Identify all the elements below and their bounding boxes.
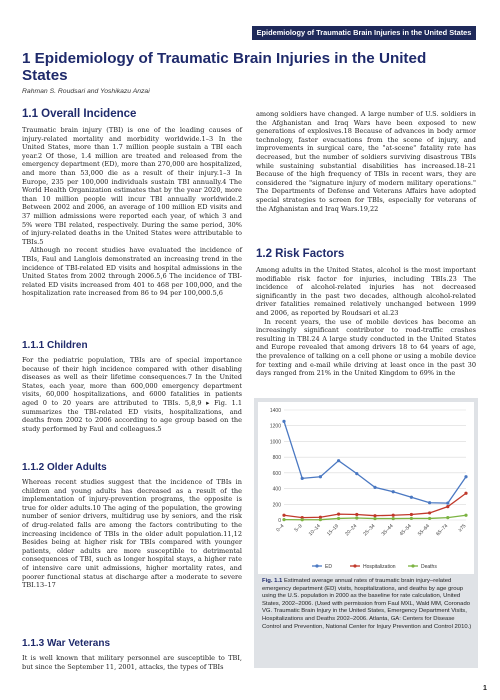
series-line-ed bbox=[284, 421, 466, 503]
y-tick-label: 400 bbox=[272, 486, 281, 493]
data-point bbox=[392, 514, 395, 517]
legend-label: ED bbox=[325, 564, 332, 570]
data-point bbox=[392, 490, 395, 493]
legend-marker bbox=[353, 564, 356, 567]
line-chart bbox=[258, 402, 474, 574]
data-point bbox=[373, 517, 376, 520]
x-tick-label: 5–9 bbox=[293, 523, 304, 534]
x-tick-label: 25–34 bbox=[362, 523, 377, 538]
data-point bbox=[319, 475, 322, 478]
caption-text: Estimated average annual rates of traumatic brain injury–related emergency department (ED) visits, hospitalizations, and deaths by age group using the U.S. population in 2000 as the baseline for rate calculation, United States, 2002–2006. (Used with permission from Faul MXL, Wald MM, Coronado VG. Traumatic Brain Injury in the United States, Emergency Department Visits, Hospitalizations and Deaths 2002–2006. Atlanta, GA: Centers for Disease Control and Prevention, National Center for Injury Prevention and Control 2010.) bbox=[262, 578, 472, 630]
risk-factors-text bbox=[256, 266, 476, 378]
x-tick-label: 35–44 bbox=[380, 523, 395, 538]
data-point bbox=[282, 514, 285, 517]
paragraph: Whereas recent studies suggest that the incidence of TBIs in children and young adults has decreased as a result of the implementation of injury-prevention programs, the opposite is true for older adults.10 The aging of the population, the growing number of senior drivers, multidrug use by seniors, and the risk of drug-related falls are among the factors contributing to the increasing incidence of TBIs in the older adult population.11,12 Besides being at higher risk for TBIs compared with younger patients, older adults are more susceptible to detrimental consequences of TBI, such as longer hospital stays, a higher rate of intensive care unit admissions, higher mortality rates, and poorer functional status at discharge after a moderate to severe TBI.13–17 bbox=[22, 478, 242, 590]
data-point bbox=[282, 518, 285, 521]
data-point bbox=[428, 517, 431, 520]
section-heading-older-adults: 1.1.2 Older Adults bbox=[22, 462, 107, 473]
x-tick-label: 10–14 bbox=[307, 523, 322, 538]
paragraph: In recent years, the use of mobile devices has become an increasingly significant contributor to road-traffic crashes resulting in TBI.24 A large study conducted in the United States and Europe revealed that among drivers 18 to 64 years of age, the prevalence of talking on a cell phone or using a mobile device for texting and e-mail while driving at least once in the past 30 days ranged from 21% in the United Kingdom to 69% in the bbox=[256, 317, 476, 378]
figure-1-1 bbox=[254, 398, 478, 668]
data-point bbox=[446, 505, 449, 508]
y-tick-label: 0 bbox=[278, 518, 281, 524]
data-point bbox=[337, 513, 340, 516]
x-tick-label: 20–24 bbox=[344, 523, 359, 538]
y-tick-label: 1000 bbox=[269, 439, 281, 446]
x-tick-label: 15–19 bbox=[325, 523, 341, 538]
data-point bbox=[446, 516, 449, 519]
data-point bbox=[392, 517, 395, 520]
data-point bbox=[410, 513, 413, 516]
legend-marker bbox=[411, 564, 414, 567]
data-point bbox=[373, 486, 376, 489]
data-point bbox=[301, 477, 304, 480]
data-point bbox=[355, 472, 358, 475]
overall-incidence-text bbox=[22, 126, 242, 298]
section-heading-war-veterans: 1.1.3 War Veterans bbox=[22, 638, 111, 649]
older-adults-text bbox=[22, 478, 242, 590]
data-point bbox=[464, 514, 467, 517]
y-tick-label: 1200 bbox=[269, 423, 281, 430]
section-heading-risk-factors: 1.2 Risk Factors bbox=[256, 248, 345, 260]
y-tick-label: 1400 bbox=[269, 408, 281, 414]
data-point bbox=[337, 517, 340, 520]
x-tick-label: 65–74 bbox=[435, 523, 450, 538]
paragraph: Among adults in the United States, alcohol is the most important modifiable risk factor for injuries, including TBIs.23 The incidence of alcohol-related injuries has not decreased significantly in the past two decades, although alcohol-related driver fatalities remained relatively unchanged between 1999 and 2006, as reported by Roudsari et al.23 bbox=[256, 266, 476, 317]
x-tick-label: ≥75 bbox=[457, 523, 468, 534]
y-tick-label: 600 bbox=[272, 470, 281, 477]
data-point bbox=[464, 492, 467, 495]
war-veterans-continued-text bbox=[256, 110, 476, 213]
running-head: Epidemiology of Traumatic Brain Injuries in the United States bbox=[252, 26, 476, 40]
paragraph: among soldiers have changed. A large number of U.S. soldiers in the Afghanistan and Iraq Wars have been exposed to new generations of explosives.18 Because of advances in body armor technology, faster evacuations from the scene of injury, and improvements in surgical care, the "at-scene" fatality rate has decreased, but the number of soldiers surviving disastrous TBIs while sustaining substantial disabilities has increased.18–21 Because of the high frequency of TBIs in recent wars, they are considered the "signature injury of modern military operations." The Departments of Defense and Veterans Affairs have adopted special strategies to screen for TBIs, especially for veterans of the Afghanistan and Iraq Wars.19,22 bbox=[256, 110, 476, 213]
x-tick-label: 55–64 bbox=[416, 523, 432, 538]
data-point bbox=[355, 516, 358, 519]
data-point bbox=[373, 514, 376, 517]
paragraph: Traumatic brain injury (TBI) is one of the leading causes of injury-related mortality and morbidity worldwide.1–3 In the United States, more than 1.7 million people sustain a TBI each year.2 Of those, 1.4 million are treated and released from the emergency department (ED), more than 270,000 are hospitalized, and more than 53,000 die as a result of their injury.1–3 In Europe, 235 per 100,000 individuals sustain TBI annually.4 The World Health Organization estimates that by the year 2020, more than 10 million people will incur TBI annually worldwide.2 Between 2002 and 2006, an average of 100 million ED visits and 37 million admissions were reported each year, of which 3 and 5% were TBI related, respectively. During the same period, 30% of injury-related deaths in the United States were attributable to TBIs.5 bbox=[22, 126, 242, 246]
data-point bbox=[446, 502, 449, 505]
paragraph: For the pediatric population, TBIs are of special importance because of their high incidence compared with other disabling diseases as well as their lifetime consequences.7 In the United States, each year, more than 600,000 emergency department visits, 60,000 hospitalizations, and 6000 fatalities in patients aged 0 to 20 years are attributed to TBIs. 5,8,9 ▸ Fig. 1.1 summarizes the TBI-related ED visits, hospitalizations, and deaths from 2002 to 2006 according to age group based on the study performed by Faul and colleagues.5 bbox=[22, 356, 242, 433]
caption-label: Fig. 1.1 bbox=[262, 578, 283, 584]
y-tick-label: 200 bbox=[272, 502, 281, 509]
data-point bbox=[319, 518, 322, 521]
chart-panel bbox=[258, 402, 474, 574]
data-point bbox=[337, 459, 340, 462]
data-point bbox=[301, 518, 304, 521]
chapter-title: 1 Epidemiology of Traumatic Brain Injuries in the United States bbox=[22, 50, 427, 84]
paragraph: Although no recent studies have evaluated the incidence of TBIs, Faul and Langlois demonstrated an increasing trend in the incidence of TBI-related ED visits and hospital admissions in the United States from 2002 through 2006.5,6 The incidence of TBI-related ED visits increased from 401 to 468 per 100,000, and the hospitalization rate increased from 86 to 94 per 100,000.5,6 bbox=[22, 246, 242, 298]
data-point bbox=[428, 511, 431, 514]
legend-label: Deaths bbox=[421, 564, 437, 570]
data-point bbox=[355, 513, 358, 516]
x-tick-label: 45–54 bbox=[398, 523, 413, 538]
page-number: 1 bbox=[483, 685, 487, 692]
data-point bbox=[410, 517, 413, 520]
data-point bbox=[464, 475, 467, 478]
legend-label: Hospitalization bbox=[363, 564, 396, 570]
children-text bbox=[22, 356, 242, 433]
authors: Rahman S. Roudsari and Yoshikazu Anzai bbox=[22, 88, 150, 95]
data-point bbox=[410, 496, 413, 499]
x-tick-label: 0–4 bbox=[275, 523, 286, 534]
y-tick-label: 800 bbox=[272, 455, 281, 462]
section-heading-children: 1.1.1 Children bbox=[22, 340, 88, 351]
data-point bbox=[428, 501, 431, 504]
war-veterans-text bbox=[22, 654, 242, 671]
data-point bbox=[282, 420, 285, 423]
legend-marker bbox=[315, 564, 318, 567]
paragraph: It is well known that military personnel are susceptible to TBI, but since the September 11, 2001, attacks, the types of TBIs bbox=[22, 654, 242, 671]
figure-caption bbox=[262, 578, 472, 631]
series-line-hospitalization bbox=[284, 493, 466, 517]
section-heading-overall-incidence: 1.1 Overall Incidence bbox=[22, 108, 137, 120]
